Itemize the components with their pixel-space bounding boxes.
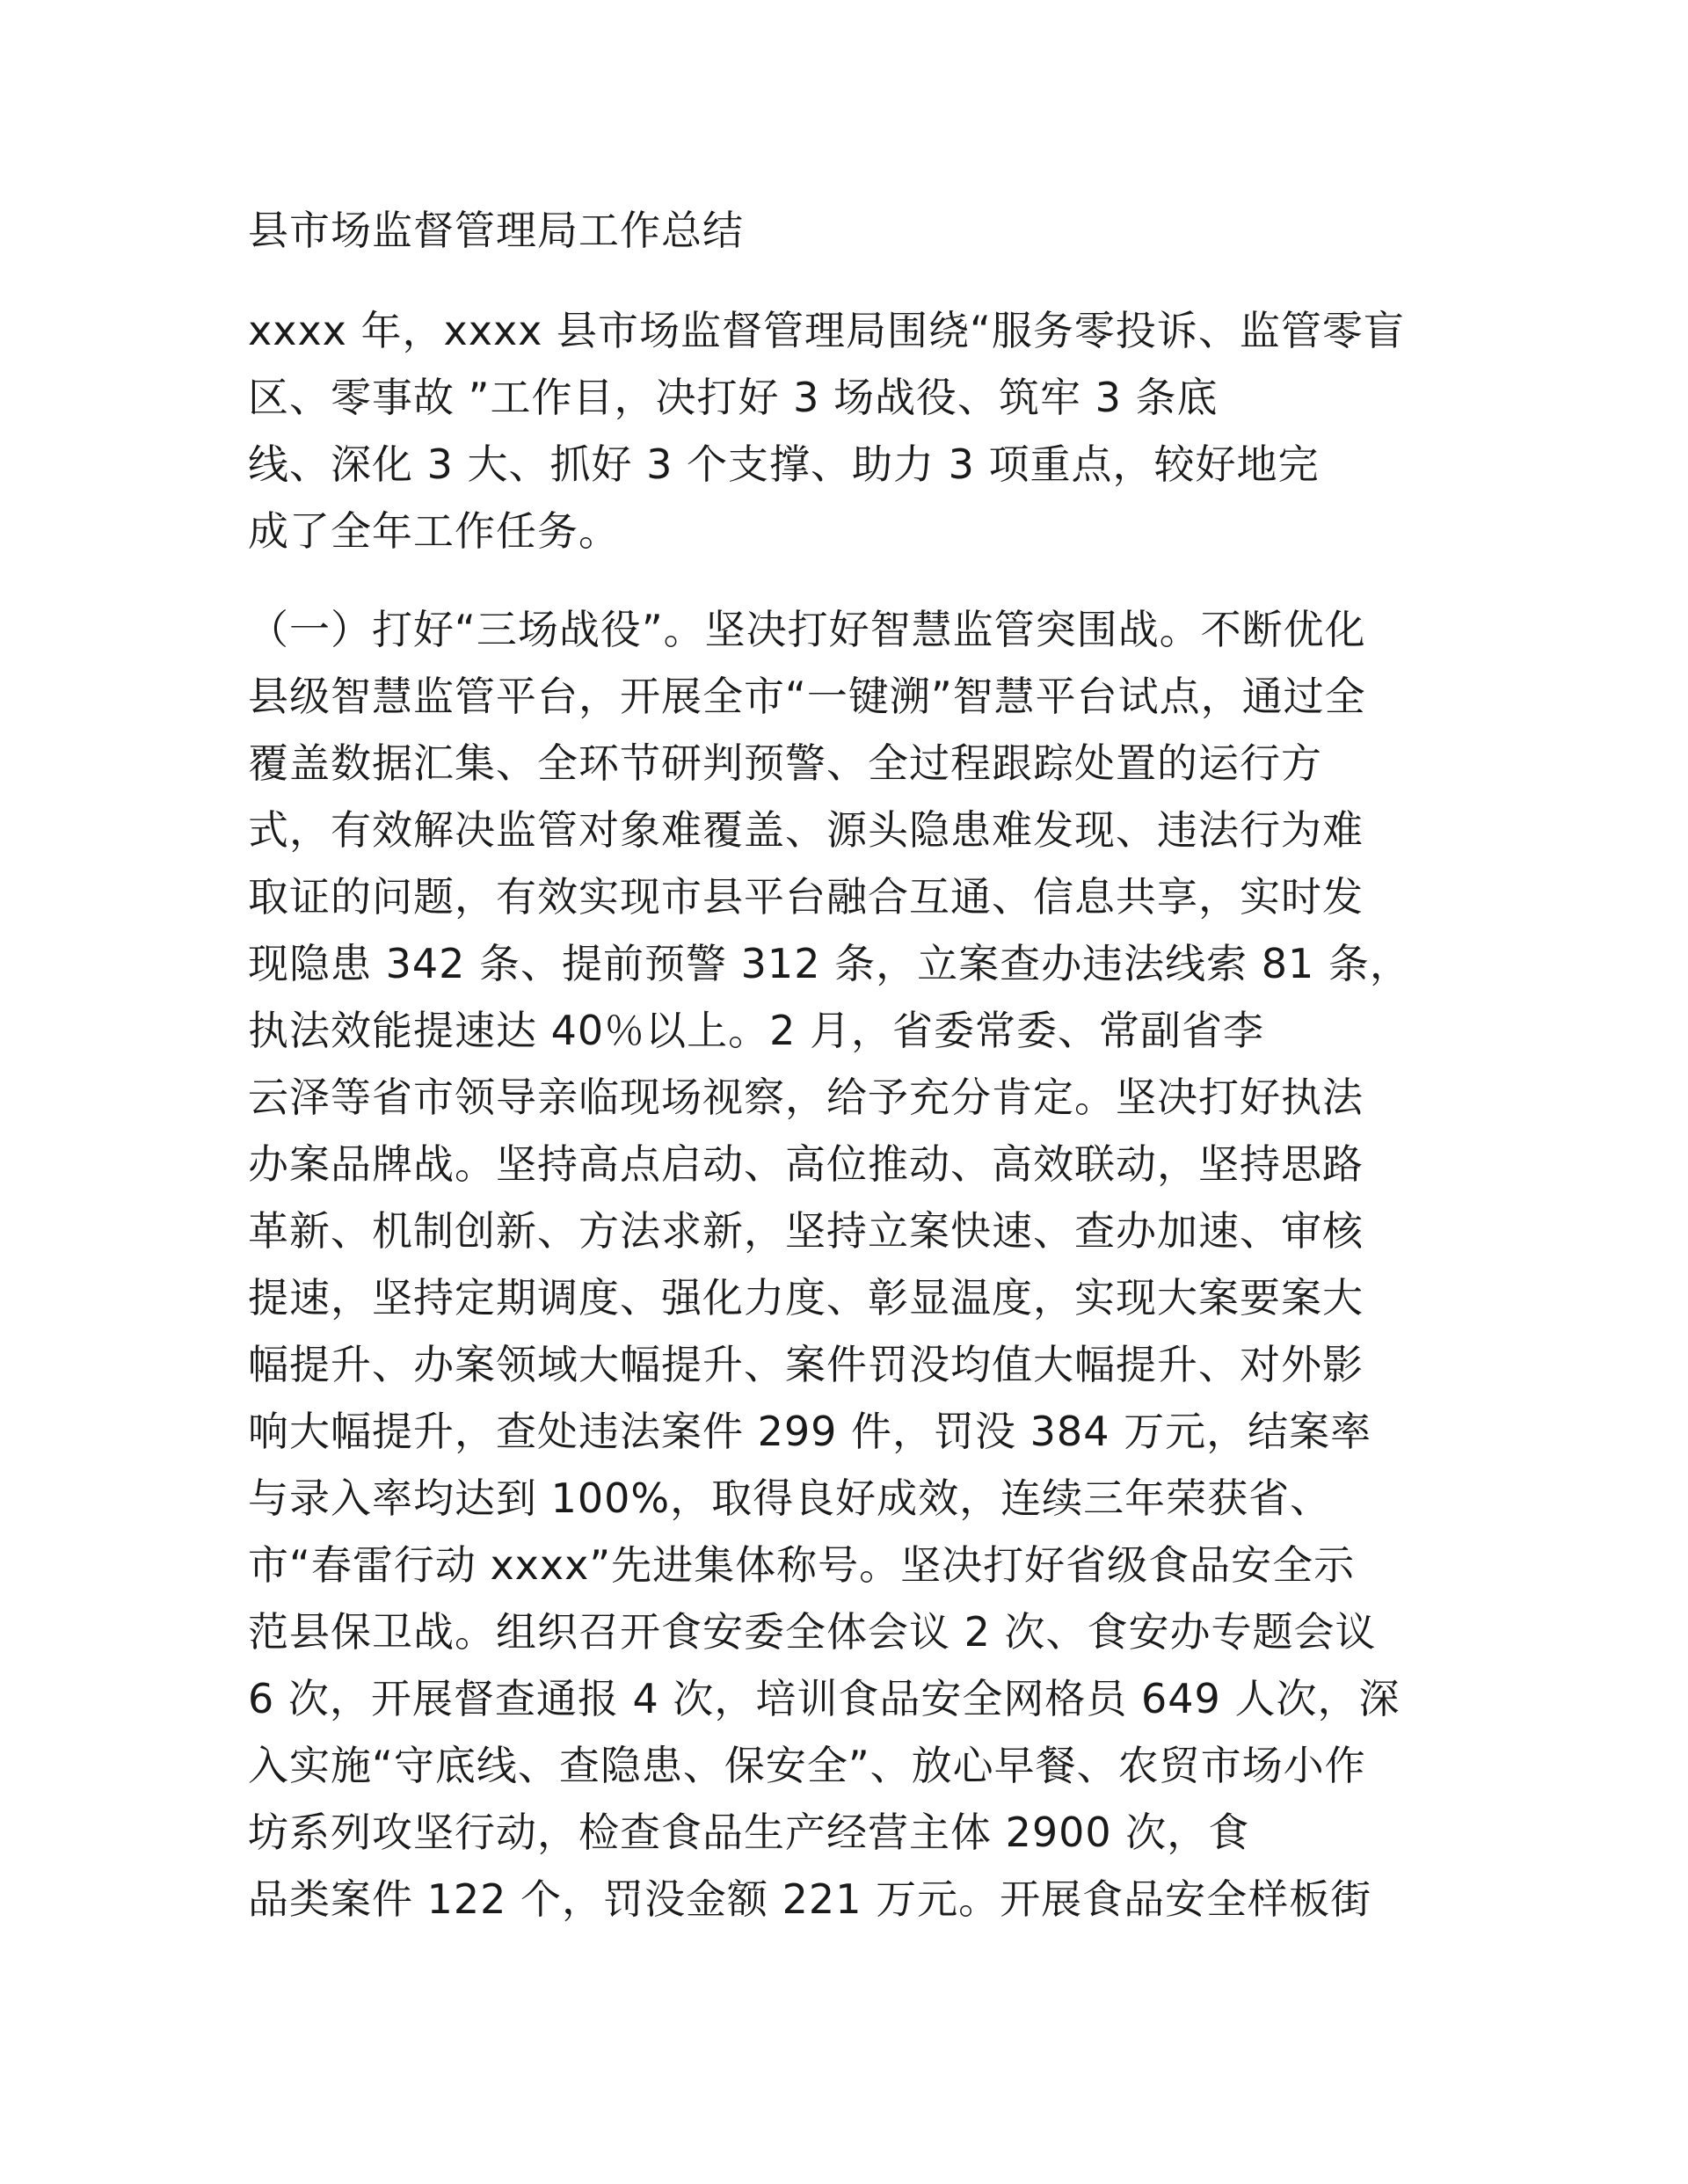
body-line: 6 次，开展督查通报 4 次，培训食品安全网格员 649 人次，深 <box>248 1675 1401 1722</box>
body-line: 线、深化 3 大、抓好 3 个支撑、助力 3 项重点，较好地完 <box>248 440 1320 488</box>
body-line: 革新、机制创新、方法求新，坚持立案快速、查办加速、审核 <box>248 1207 1364 1255</box>
body-line: 云泽等省市领导亲临现场视察，给予充分肯定。坚决打好执法 <box>248 1074 1364 1121</box>
body-line: 现隐患 342 条、提前预警 312 条，立案查办违法线索 81 条， <box>248 940 1411 987</box>
body-line: 品类案件 122 个，罚没金额 221 万元。开展食品安全样板街 <box>248 1875 1372 1923</box>
body-line: 范县保卫战。组织召开食安委全体会议 2 次、食安办专题会议 <box>248 1608 1377 1656</box>
body-line: 取证的问题，有效实现市县平台融合互通、信息共享，实时发 <box>248 873 1364 921</box>
body-line: 区、零事故 ”工作目，决打好 3 场战役、筑牢 3 条底 <box>248 374 1219 421</box>
body-line: 成了全年工作任务。 <box>248 507 620 555</box>
body-line: 响大幅提升，查处违法案件 299 件，罚没 384 万元，结案率 <box>248 1408 1372 1455</box>
body-line: 县级智慧监管平台，开展全市“一键溯”智慧平台试点，通过全 <box>248 673 1366 720</box>
body-line: 执法效能提速达 40％以上。2 月，省委常委、常副省李 <box>248 1007 1265 1054</box>
body-line: 办案品牌战。坚持高点启动、高位推动、高效联动，坚持思路 <box>248 1140 1364 1188</box>
document-title: 县市场监督管理局工作总结 <box>248 207 744 254</box>
body-line: 市“春雷行动 xxxx”先进集体称号。坚决打好省级食品安全示 <box>248 1541 1356 1589</box>
body-line: 式，有效解决监管对象难覆盖、源头隐患难发现、违法行为难 <box>248 806 1364 854</box>
body-line: xxxx 年，xxxx 县市场监督管理局围绕“服务零投诉、监管零盲 <box>248 307 1405 354</box>
body-line: 与录入率均达到 100%，取得良好成效，连续三年荣获省、 <box>248 1474 1332 1522</box>
body-line: 坊系列攻坚行动，检查食品生产经营主体 2900 次，食 <box>248 1809 1250 1856</box>
body-line: （一）打好“三场战役”。坚决打好智慧监管突围战。不断优化 <box>248 606 1366 653</box>
body-line: 入实施“守底线、查隐患、保安全”、放心早餐、农贸市场小作 <box>248 1742 1366 1789</box>
body-line: 覆盖数据汇集、全环节研判预警、全过程跟踪处置的运行方 <box>248 739 1322 787</box>
body-line: 幅提升、办案领域大幅提升、案件罚没均值大幅提升、对外影 <box>248 1341 1364 1388</box>
body-line: 提速，坚持定期调度、强化力度、彰显温度，实现大案要案大 <box>248 1274 1364 1321</box>
